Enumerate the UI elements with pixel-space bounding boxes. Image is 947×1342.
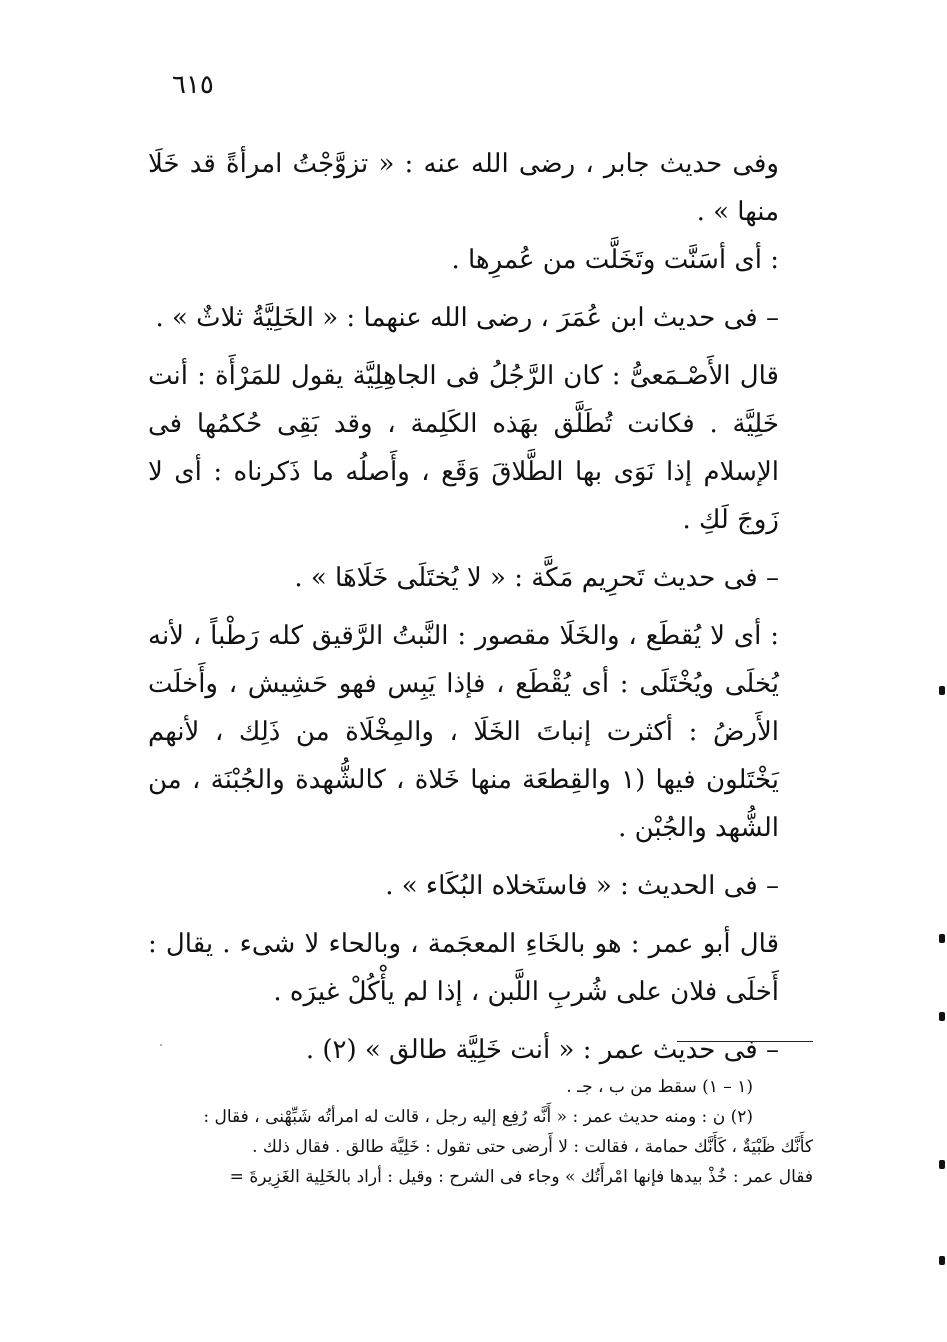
- footnote-2-line-1: (٢) ن : ومنه حديث عمر : « أَنَّه رُفِع إليه رجل ، قالت له امرأتُه شَبِّهْنى ، فقال :: [203, 1107, 753, 1127]
- stray-dot: [160, 1044, 162, 1046]
- scan-edge-mark: [939, 934, 945, 943]
- footnote-divider: [677, 1041, 813, 1042]
- footnote-2-line-2: كأَنَّك ظَبْيَةٌ ، كَأَنَّك حمامة ، فقالت : لا أَرضى حتى تقول : خَلِيَّة طالق . فقال ذلك .: [252, 1137, 813, 1157]
- page-number: ٦١٥: [172, 70, 214, 100]
- footnote-1: (١ – ١) سقط من ب ، جـ .: [566, 1077, 753, 1097]
- paragraph-umar-hadith: – فى حديث عمر : « أنت خَلِيَّة طالق » (٢) .: [305, 1035, 779, 1065]
- paragraph-asmai-explanation: قال الأَصْـمَعىُّ : كان الرَّجُلُ فى الجاهِلِيَّة يقول للمَرْأَة : أنت خَلِيَّة . فكانت تُطَلَّق بهَذه الكَلِمة ، وقد بَقِى حُكمُها فى الإسلام إذا نَوَى بها الطَّلاقَ وَقَع ، وأَصلُه ما ذَكرناه : أى لا زَوجَ لَكِ .: [148, 361, 779, 535]
- footnote-2-line-3: فقال عمر : خُذْ بيدها فإنها امْرأَتُك » وجاء فى الشرح : وقيل : أراد بالخَلِية الغَزِيرةَ =: [229, 1167, 813, 1187]
- footnotes-block: [148, 1072, 813, 1192]
- paragraph-khala-explanation: : أى لا يُقطَع ، والخَلَا مقصور : النَّبتُ الرَّقيق كله رَطْباً ، لأنه يُخلَى ويُخْتَلَى : أى يُقْطَع ، فإذا يَبِس فهو حَشِيش ، وأَخلَت الأَرضُ : أكثرت إنباتَ الخَلَا ، والمِخْلَاة من ذَلِك ، لأنهم يَخْتَلون فيها (١ والقِطعَة منها خَلاة ، كالشُّهدة والجُبْنَة ، من الشُّهد والجُبْن .: [148, 621, 779, 843]
- paragraph-ibn-umar-hadith: – فى حديث ابن عُمَرَ ، رضى الله عنهما : « الخَلِيَّةُ ثلاثٌ » .: [155, 303, 779, 333]
- scan-edge-mark: [939, 1160, 945, 1169]
- paragraph-jabir-explanation: : أى أسَنَّت وتَخَلَّت من عُمرِها .: [451, 245, 779, 275]
- scan-edge-mark: [939, 686, 945, 695]
- main-text-block: [148, 140, 813, 1074]
- scan-edge-mark: [939, 1012, 945, 1021]
- scan-edge-mark: [939, 1256, 945, 1265]
- paragraph-abu-umar-explanation: قال أبو عمر : هو بالخَاءِ المعجَمة ، وبالحاء لا شىء . يقال : أَخلَى فلان على شُربِ اللَّبن ، إذا لم يأْكُلْ غيرَه .: [148, 929, 779, 1007]
- paragraph-jabir-hadith: وفى حديث جابر ، رضى الله عنه : « تزوَّجْتُ امرأةً قد خَلَا منها » .: [148, 149, 779, 227]
- paragraph-makkah-hadith: – فى حديث تَحرِيم مَكَّة : « لا يُختَلَى خَلَاهَا » .: [294, 563, 779, 593]
- paragraph-istakhlah-hadith: – فى الحديث : « فاستَخلاه البُكَاء » .: [385, 871, 779, 901]
